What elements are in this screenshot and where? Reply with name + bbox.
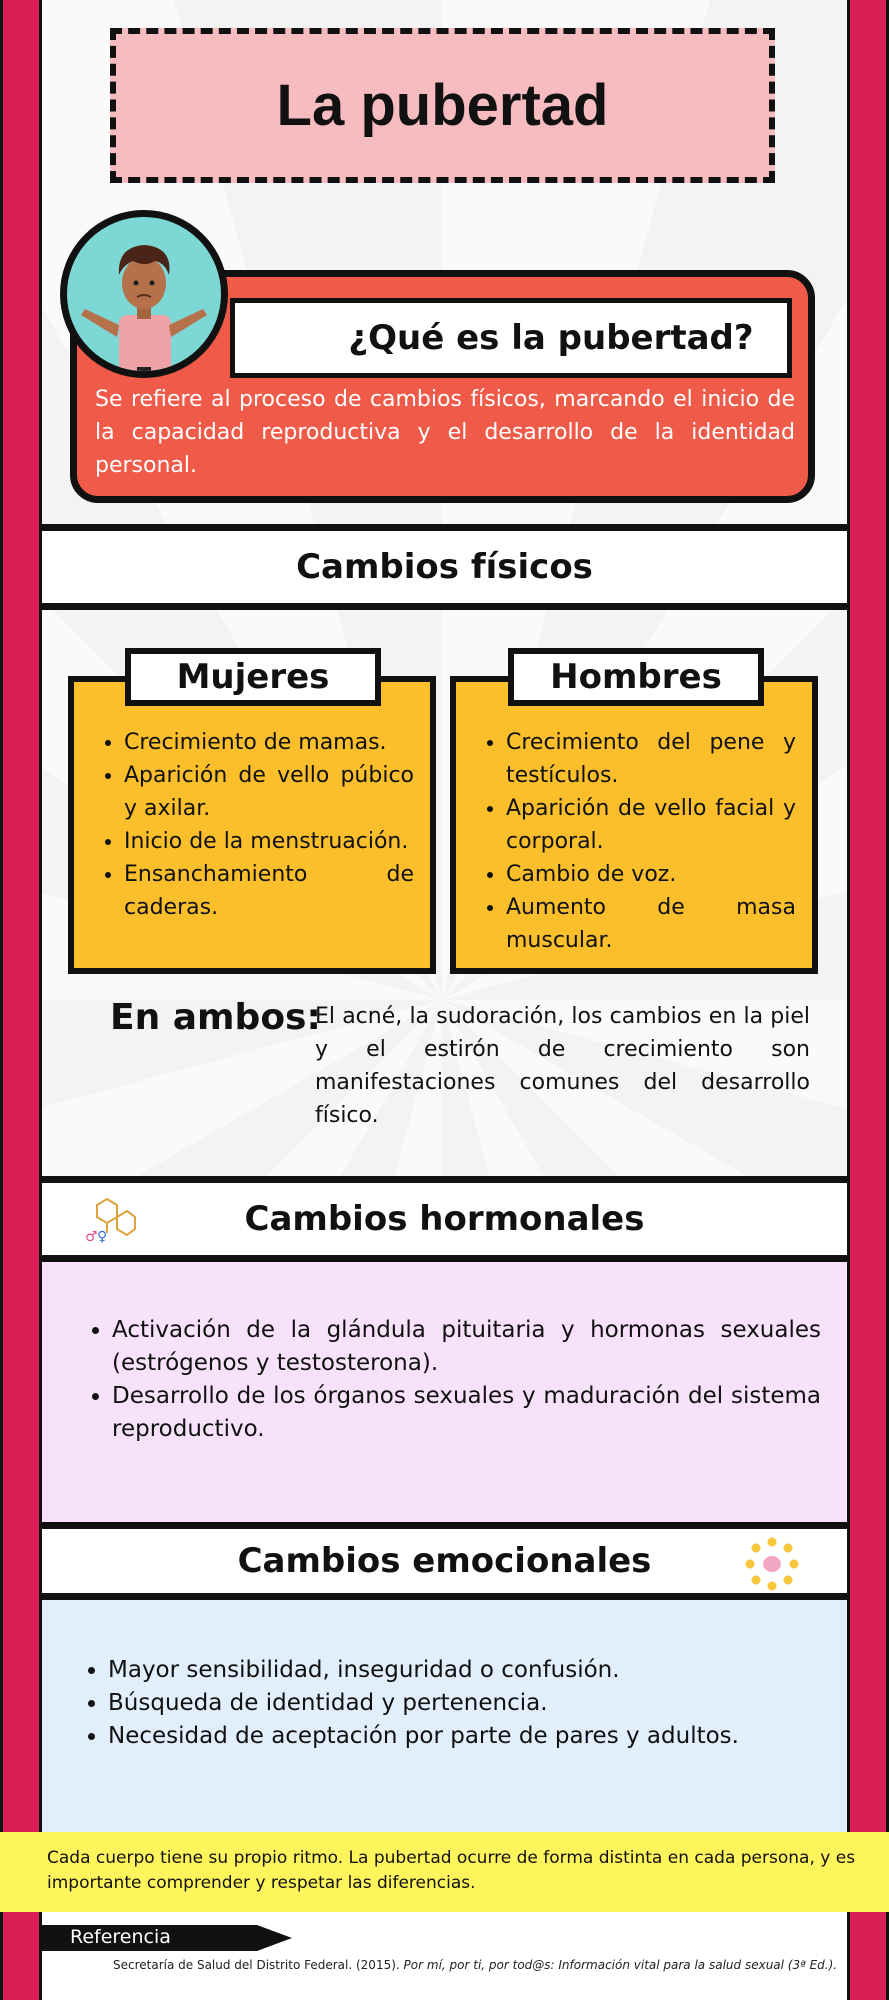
left-sidebar-stripe (0, 0, 42, 2000)
list-item: • Mayor sensibilidad, inseguridad o confusión. (108, 1654, 821, 1687)
confused-boy-icon (67, 217, 221, 371)
list-item: • Cambio de voz. (506, 858, 796, 891)
reference-tag (42, 1925, 292, 1951)
list-item: • Necesidad de aceptación por parte de pares y adultos. (108, 1720, 821, 1753)
list-item: • Búsqueda de identidad y pertenencia. (108, 1687, 821, 1720)
both-label: En ambos: (110, 997, 321, 1038)
reference-label: Referencia (70, 1926, 171, 1948)
men-card (450, 676, 818, 974)
men-list (470, 726, 796, 957)
women-list (88, 726, 414, 924)
list-item: • Crecimiento del pene y testículos. (506, 726, 796, 792)
hormone-molecule-icon (83, 1193, 137, 1245)
physical-heading: Cambios físicos (296, 547, 593, 587)
emotional-heading: Cambios emocionales (237, 1541, 652, 1581)
title-banner (110, 28, 775, 183)
right-sidebar-stripe (847, 0, 889, 2000)
svg-text:♀: ♀ (97, 1229, 108, 1245)
confused-boy-avatar (60, 210, 228, 378)
brain-emotions-icon (743, 1536, 801, 1592)
emotional-list (72, 1654, 821, 1753)
reference-author: Secretaría de Salud del Distrito Federal. (2015). (113, 1958, 400, 1972)
list-item: • Aparición de vello púbico y axilar. (124, 759, 414, 825)
hormonal-heading-bar (42, 1176, 847, 1262)
svg-text:♂: ♂ (85, 1229, 98, 1245)
hormonal-list (76, 1314, 821, 1446)
list-item: • Desarrollo de los órganos sexuales y maduración del sistema reproductivo. (112, 1380, 821, 1446)
list-item: • Activación de la glándula pituitaria y hormonas sexuales (estrógenos y testosterona). (112, 1314, 821, 1380)
both-text: El acné, la sudoración, los cambios en la piel y el estirón de crecimiento son manifestaciones comunes del desarrollo físico. (315, 1004, 810, 1128)
emotional-section (42, 1600, 847, 1832)
hormonal-section (42, 1262, 847, 1522)
physical-heading-bar (42, 524, 847, 610)
emotional-heading-bar (42, 1522, 847, 1600)
list-item: • Aparición de vello facial y corporal. (506, 792, 796, 858)
intro-question-box (230, 298, 792, 378)
intro-question: ¿Qué es la pubertad? (348, 318, 754, 358)
list-item: • Aumento de masa muscular. (506, 891, 796, 957)
intro-text: Se refiere al proceso de cambios físicos, marcando el inicio de la capacidad reproductiva y el desarrollo de la identidad personal. (95, 387, 795, 478)
reference-citation (113, 1958, 837, 1972)
women-label-box (125, 648, 381, 706)
list-item: • Inicio de la menstruación. (124, 825, 414, 858)
women-card (68, 676, 436, 974)
women-label: Mujeres (176, 657, 330, 697)
page-title: La pubertad (276, 73, 609, 138)
reference-title: Por mí, por ti, por tod@s: Información vital para la salud sexual (3ª Ed.). (403, 1958, 838, 1972)
hormonal-heading: Cambios hormonales (244, 1199, 645, 1239)
list-item: • Crecimiento de mamas. (124, 726, 414, 759)
men-label: Hombres (550, 657, 722, 697)
men-label-box (508, 648, 764, 706)
closing-note: Cada cuerpo tiene su propio ritmo. La pubertad ocurre de forma distinta en cada persona, y es importante comprender y respetar las diferencias. (0, 1832, 889, 1912)
list-item: • Ensanchamiento de caderas. (124, 858, 414, 924)
